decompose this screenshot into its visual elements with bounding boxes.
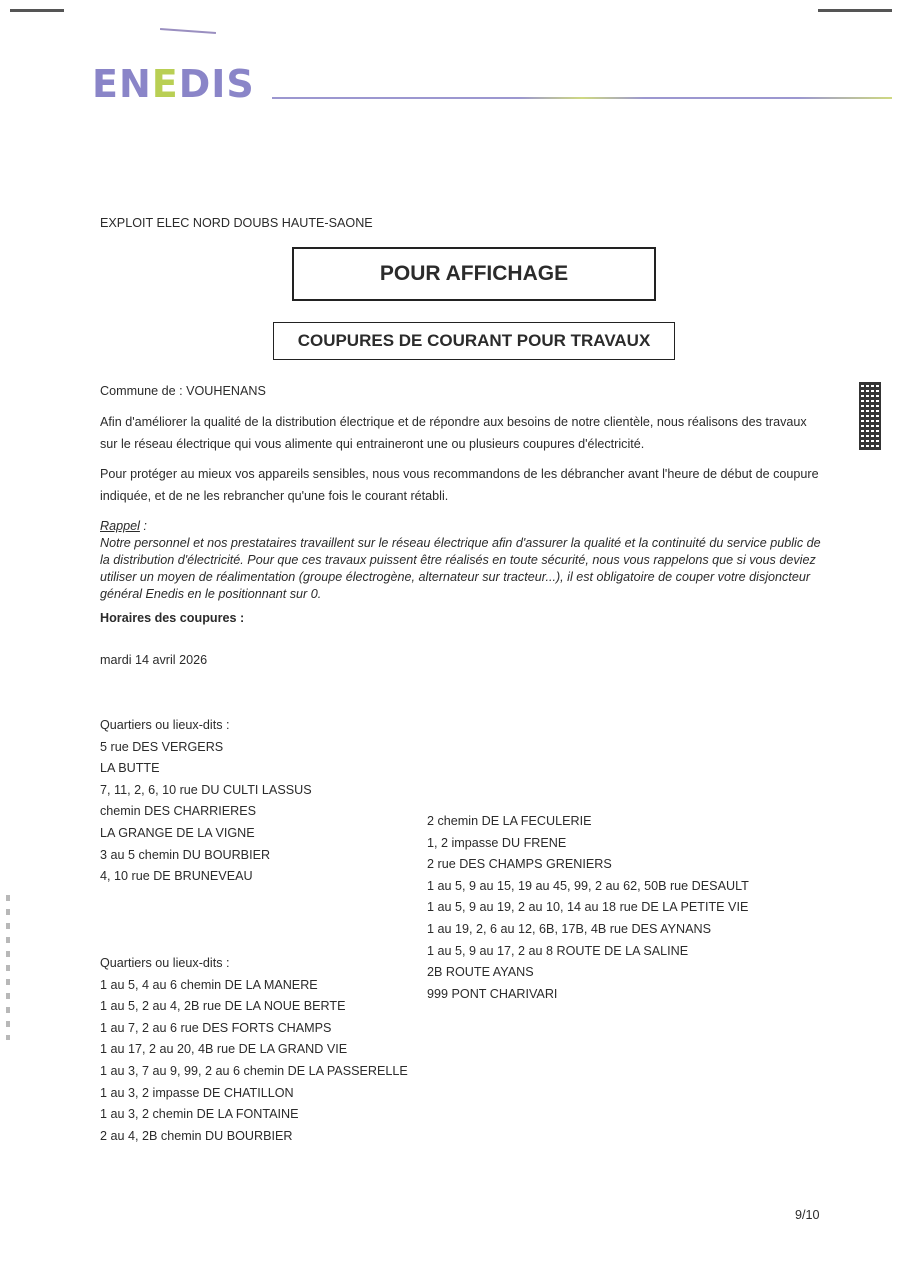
- list-item: 1 au 5, 9 au 19, 2 au 10, 14 au 18 rue DE LA PETITE VIE: [427, 900, 749, 915]
- scan-side-marks: [6, 895, 10, 1040]
- list-item: LA GRANGE DE LA VIGNE: [100, 825, 255, 840]
- banner-title: POUR AFFICHAGE: [379, 262, 569, 285]
- list-item: 1 au 5, 9 au 15, 19 au 45, 99, 2 au 62, 50B rue DESAULT: [427, 878, 749, 893]
- scan-edge-mark-right: [818, 9, 892, 12]
- list-item: 2 chemin DE LA FECULERIE: [427, 814, 592, 828]
- list-item: 2 rue DES CHAMPS GRENIERS: [427, 857, 612, 872]
- banner-subtitle: COUPURES DE COURANT POUR TRAVAUX: [297, 331, 651, 350]
- commune-label: Commune de : VOUHENANS: [100, 384, 266, 398]
- banner-title-box: [292, 247, 656, 301]
- list-title: Quartiers ou lieux-dits :: [100, 718, 230, 732]
- list-item: chemin DES CHARRIERES: [100, 804, 257, 819]
- list-item: 1 au 7, 2 au 6 rue DES FORTS CHAMPS: [100, 1020, 332, 1035]
- quartiers-list-1: [100, 715, 312, 888]
- scan-edge-mark-left: [10, 9, 64, 12]
- quartiers-list-right: [427, 811, 749, 1005]
- exploitation-label: EXPLOIT ELEC NORD DOUBS HAUTE-SAONE: [100, 216, 373, 230]
- banner-subtitle-box: [273, 322, 675, 360]
- list-item: 5 rue DES VERGERS: [100, 739, 224, 754]
- pen-mark: [160, 28, 216, 34]
- rappel-colon: :: [139, 519, 147, 533]
- list-item: 1 au 5, 2 au 4, 2B rue DE LA NOUE BERTE: [100, 999, 346, 1014]
- list-item: 999 PONT CHARIVARI: [427, 986, 558, 1001]
- list-item: 1 au 5, 9 au 17, 2 au 8 ROUTE DE LA SALINE: [427, 943, 689, 958]
- list-item: 2B ROUTE AYANS: [427, 965, 534, 980]
- list-item: 7, 11, 2, 6, 10 rue DU CULTI LASSUS: [100, 782, 312, 797]
- rappel-text: Notre personnel et nos prestataires travaillent sur le réseau électrique afin d'assurer la qualité et la continuité du service public de la distribution d'électricité. Pour que ces travaux puissent être réalisés en toute sécurité, nous vous rappelons que si vous deviez utiliser un moyen de réalimentation (groupe électrogène, alternateur sur tracteur...), il est obligatoire de couper votre disjoncteur général Enedis en le positionnant sur 0.: [100, 536, 821, 601]
- list-item: 1 au 3, 2 chemin DE LA FONTAINE: [100, 1107, 299, 1122]
- advice-paragraph: Pour protéger au mieux vos appareils sensibles, nous vous recommandons de les débrancher avant l'heure de début de coupure indiquée, et de ne les rebrancher qu'une fois le courant rétabli.: [100, 467, 819, 503]
- list-item: 1 au 5, 4 au 6 chemin DE LA MANERE: [100, 977, 318, 992]
- list-item: 1 au 17, 2 au 20, 4B rue DE LA GRAND VIE: [100, 1042, 348, 1057]
- enedis-logo: ENEDIS: [92, 62, 255, 106]
- list-item: LA BUTTE: [100, 761, 160, 776]
- list-item: 2 au 4, 2B chemin DU BOURBIER: [100, 1128, 293, 1143]
- logo-rule: [272, 97, 892, 99]
- intro-paragraph: Afin d'améliorer la qualité de la distribution électrique et de répondre aux besoins de notre clientèle, nous réalisons des travaux sur le réseau électrique qui vous alimente qui entraineront une ou plusieurs coupures d'électricité.: [100, 415, 807, 451]
- list-item: 1 au 19, 2, 6 au 12, 6B, 17B, 4B rue DES AYNANS: [427, 921, 711, 936]
- list-title: Quartiers ou lieux-dits :: [100, 956, 230, 970]
- rappel-label: Rappel: [100, 519, 140, 533]
- coupure-date: mardi 14 avril 2026: [100, 653, 208, 667]
- rappel-block: [100, 518, 825, 603]
- qr-code: [859, 382, 881, 450]
- list-item: 4, 10 rue DE BRUNEVEAU: [100, 869, 253, 884]
- quartiers-list-2: [100, 953, 408, 1147]
- list-item: 1 au 3, 7 au 9, 99, 2 au 6 chemin DE LA PASSERELLE: [100, 1063, 408, 1078]
- page-number: 9/10: [795, 1208, 820, 1222]
- horaires-title: Horaires des coupures :: [100, 611, 245, 625]
- list-item: 1 au 3, 2 impasse DE CHATILLON: [100, 1085, 294, 1100]
- list-item: 1, 2 impasse DU FRENE: [427, 835, 567, 850]
- list-item: 3 au 5 chemin DU BOURBIER: [100, 847, 271, 862]
